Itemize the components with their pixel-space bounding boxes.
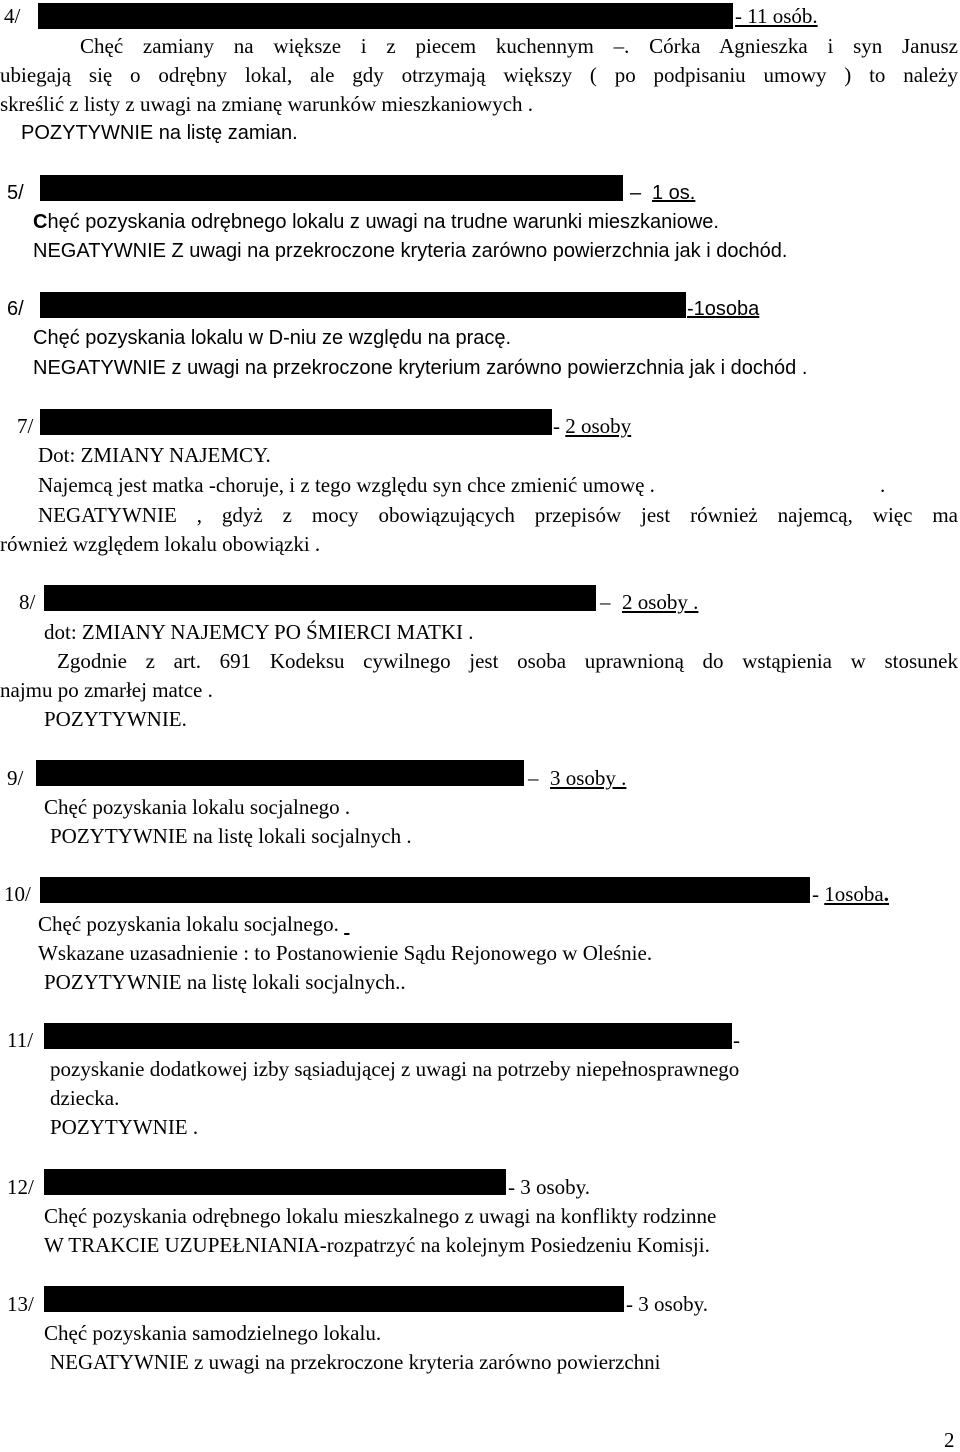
redacted-name bbox=[38, 3, 733, 29]
entry-8-text-line-1: Zgodnie z art. 691 Kodeksu cywilnego jest osoba uprawnioną do wstąpienia w stosunek bbox=[57, 649, 958, 673]
entry-9-decision: POZYTYWNIE na listę lokali socjalnych . bbox=[50, 824, 412, 848]
entry-4-text-line-3: skreślić z listy z uwagi na zmianę warunków mieszkaniowych . bbox=[0, 92, 534, 116]
entry-12-decision: W TRAKCIE UZUPEŁNIANIA-rozpatrzyć na kolejnym Posiedzeniu Komisji. bbox=[44, 1233, 710, 1257]
redacted-name bbox=[44, 1286, 624, 1312]
entry-9-count: 3 osoby . bbox=[550, 766, 627, 790]
entry-13-decision: NEGATYWNIE z uwagi na przekroczone kryteria zarówno powierzchni bbox=[50, 1350, 661, 1374]
entry-6-count: -1osoba bbox=[687, 298, 760, 320]
entry-9-dash: – bbox=[528, 766, 539, 790]
entry-11-decision: POZYTYWNIE . bbox=[50, 1115, 199, 1139]
entry-7-text-line-1-end: . bbox=[880, 473, 886, 497]
redacted-name bbox=[44, 1023, 732, 1049]
entry-8-dash: – bbox=[600, 590, 611, 614]
entry-13-count: - 3 osoby. bbox=[626, 1292, 709, 1316]
redacted-name bbox=[44, 585, 596, 611]
entry-4-text-line-1: Chęć zamiany na większe i z piecem kuchennym –. Córka Agnieszka i syn Janusz bbox=[80, 34, 958, 58]
entry-7-subject: Dot: ZMIANY NAJEMCY. bbox=[38, 443, 271, 467]
entry-6-number: 6/ bbox=[7, 298, 24, 320]
entry-5-decision: NEGATYWNIE Z uwagi na przekroczone kryteria zarówno powierzchnia jak i dochód. bbox=[33, 240, 788, 262]
page-number: 2 bbox=[944, 1428, 955, 1452]
entry-4-count: - 11 osób. bbox=[735, 4, 818, 28]
redacted-name bbox=[40, 409, 552, 435]
entry-13-number: 13/ bbox=[7, 1292, 34, 1316]
redacted-name bbox=[36, 760, 524, 786]
entry-7-count: - 2 osoby bbox=[553, 414, 632, 438]
entry-8-subject: dot: ZMIANY NAJEMCY PO ŚMIERCI MATKI . bbox=[44, 620, 474, 644]
entry-11-number: 11/ bbox=[7, 1028, 34, 1052]
entry-9-number: 9/ bbox=[7, 766, 24, 790]
entry-7-text-line-1: Najemcą jest matka -choruje, i z tego względu syn chce zmienić umowę . bbox=[38, 473, 655, 497]
entry-7-text-line-2: NEGATYWNIE , gdyż z mocy obowiązujących przepisów jest również najemcą, więc ma bbox=[38, 503, 958, 527]
entry-13-request: Chęć pozyskania samodzielnego lokalu. bbox=[44, 1321, 382, 1345]
entry-12-count: - 3 osoby. bbox=[508, 1175, 591, 1199]
entry-4-text-line-2: ubiegają się o odrębny lokal, ale gdy otrzymają większy ( po podpisaniu umowy ) to należy bbox=[0, 63, 958, 87]
entry-12-request: Chęć pozyskania odrębnego lokalu mieszkalnego z uwagi na konflikty rodzinne bbox=[44, 1204, 717, 1228]
entry-8-decision: POZYTYWNIE. bbox=[44, 707, 187, 731]
redacted-name bbox=[40, 175, 623, 201]
entry-8-text-line-2: najmu po zmarłej matce . bbox=[0, 678, 213, 702]
entry-8-count: 2 osoby . bbox=[622, 590, 699, 614]
entry-4-decision: POZYTYWNIE na listę zamian. bbox=[21, 122, 298, 144]
entry-6-decision: NEGATYWNIE z uwagi na przekroczone kryterium zarówno powierzchnia jak i dochód . bbox=[33, 357, 808, 379]
entry-4-number: 4/ bbox=[4, 4, 21, 28]
entry-11-dash: - bbox=[733, 1028, 740, 1052]
entry-10-justification: Wskazane uzasadnienie : to Postanowienie Sądu Rejonowego w Oleśnie. bbox=[38, 941, 653, 965]
redacted-name bbox=[40, 877, 810, 903]
entry-8-number: 8/ bbox=[19, 590, 36, 614]
entry-10-decision: POZYTYWNIE na listę lokali socjalnych.. bbox=[44, 970, 406, 994]
entry-10-number: 10/ bbox=[4, 882, 31, 906]
entry-10-request: Chęć pozyskania lokalu socjalnego. bbox=[38, 912, 345, 936]
entry-5-number: 5/ bbox=[7, 182, 24, 204]
entry-9-request: Chęć pozyskania lokalu socjalnego . bbox=[44, 795, 351, 819]
entry-7-number: 7/ bbox=[17, 414, 34, 438]
redacted-name bbox=[40, 292, 686, 318]
entry-5-request: Chęć pozyskania odrębnego lokalu z uwagi na trudne warunki mieszkaniowe. bbox=[33, 211, 719, 233]
entry-7-text-line-3: również względem lokalu obowiązki . bbox=[0, 532, 321, 556]
entry-10-count: - 1osoba. bbox=[812, 882, 889, 906]
entry-5-count: 1 os. bbox=[652, 182, 696, 204]
entry-12-number: 12/ bbox=[7, 1175, 34, 1199]
entry-11-text-line-2: dziecka. bbox=[50, 1086, 120, 1110]
entry-5-dash: – bbox=[630, 182, 642, 204]
entry-11-text-line-1: pozyskanie dodatkowej izby sąsiadującej z uwagi na potrzeby niepełnosprawnego bbox=[50, 1057, 740, 1081]
redacted-name bbox=[44, 1169, 506, 1195]
entry-6-request: Chęć pozyskania lokalu w D-niu ze względu na pracę. bbox=[33, 327, 512, 349]
